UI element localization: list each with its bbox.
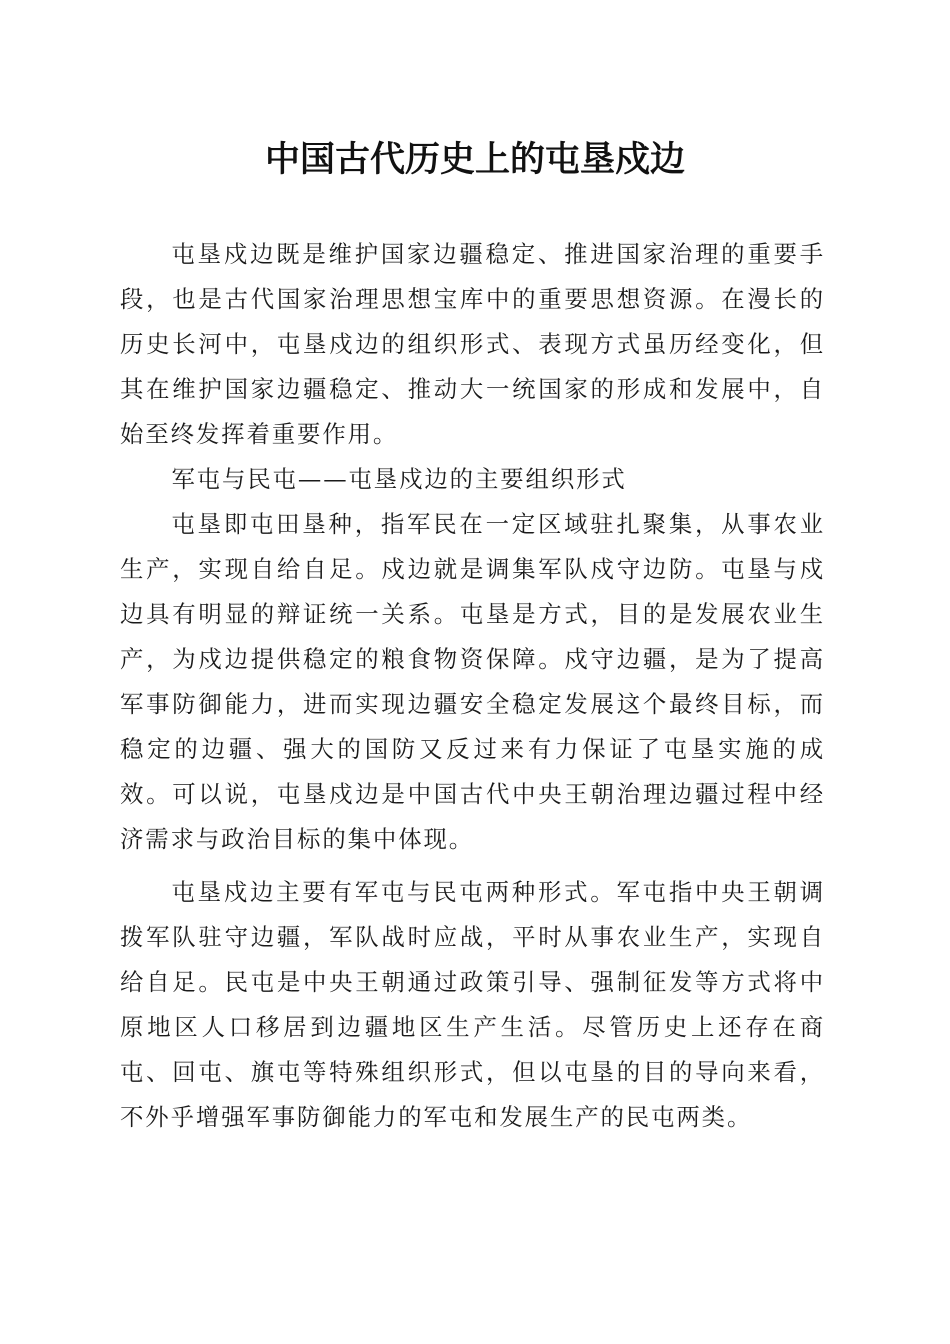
document-title: 中国古代历史上的屯垦戍边 [264,139,685,180]
section-heading: 军屯与民屯——屯垦戍边的主要组织形式 [171,465,627,493]
paragraph-definition: 屯垦即屯田垦种，指军民在一定区域驻扎聚集，从事农业生产，实现自给自足。戍边就是调集军队戍守边防。屯垦与戍边具有明显的辩证统一关系。屯垦是方式，目的是发展农业生产，为戍边提供稳定的粮食物资保障。戍守边疆，是为了提高军事防御能力，进而实现边疆安全稳定发展这个最终目标，而稳定的边疆、强大的国防又反过来有力保证了屯垦实施的成效。可以说，屯垦戍边是中国古代中央王朝治理边疆过程中经济需求与政治目标的集中体现。 [120,510,825,853]
document-body [120,232,825,1140]
paragraph-forms: 屯垦戍边主要有军屯与民屯两种形式。军屯指中央王朝调拨军队驻守边疆，军队战时应战，平时从事农业生产，实现自给自足。民屯是中央王朝通过政策引导、强制征发等方式将中原地区人口移居到边疆地区生产生活。尽管历史上还存在商屯、回屯、旗屯等特殊组织形式，但以屯垦的目的导向来看，不外乎增强军事防御能力的军屯和发展生产的民屯两类。 [120,878,825,1131]
paragraph-intro: 屯垦戍边既是维护国家边疆稳定、推进国家治理的重要手段，也是古代国家治理思想宝库中的重要思想资源。在漫长的历史长河中，屯垦戍边的组织形式、表现方式虽历经变化，但其在维护国家边疆稳定、推动大一统国家的形成和发展中，自始至终发挥着重要作用。 [120,240,825,448]
